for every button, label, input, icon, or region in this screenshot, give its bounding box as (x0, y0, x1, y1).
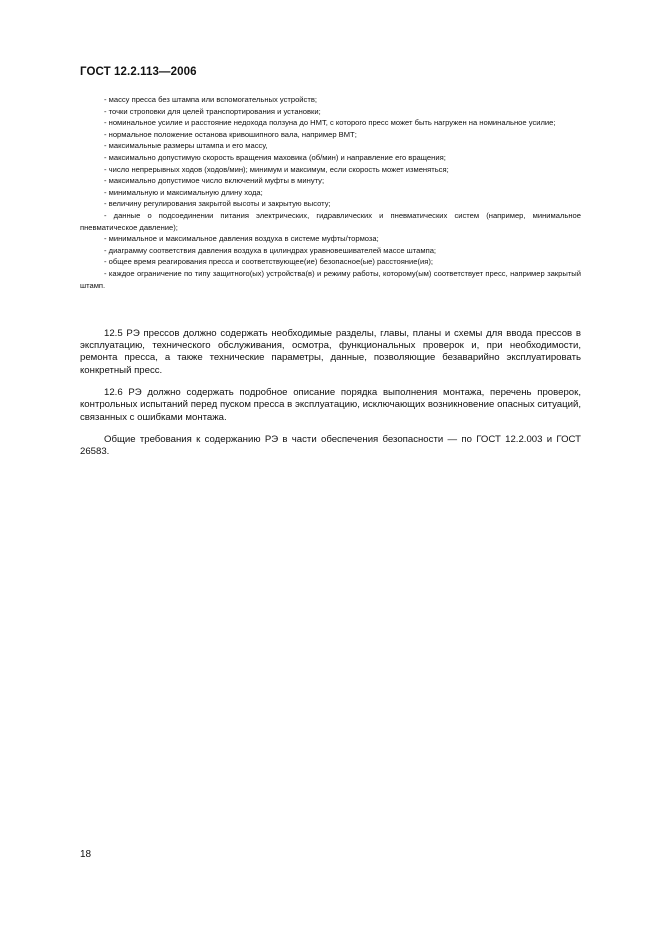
list-item: - величину регулирования закрытой высоты и закрытую высоту; (104, 199, 331, 209)
body-paragraphs (80, 318, 581, 459)
paragraph-12-5: 12.5 РЭ прессов должно содержать необходимые разделы, главы, планы и схемы для ввода прессов в эксплуатацию, технического обслуживания, осмотра, функциональных проверок и, при необходимости, ремонта пресса, а также технические параметры, данные, позволяющие безаварийно эксплуатировать конкретный пресс. (80, 327, 581, 376)
paragraph-12-6: 12.6 РЭ должно содержать подробное описание порядка выполнения монтажа, перечень проверок, контрольных испытаний перед пуском пресса в эксплуатацию, исключающих возникновение опасных ситуаций, связанных с ошибками монтажа. (80, 386, 581, 423)
list-item: - каждое ограничение по типу защитного(ых) устройства(в) и режиму работы, которому(ым) соответствует пресс, например закрытый штамп. (80, 268, 581, 290)
list-item: - минимальное и максимальное давления воздуха в системе муфты/тормоза; (104, 234, 379, 244)
list-item: - минимальную и максимальную длину хода; (104, 187, 263, 197)
list-item: - массу пресса без штампа или вспомогательных устройств; (104, 95, 317, 104)
requirements-list (80, 94, 581, 291)
list-item: - общее время реагирования пресса и соответствующее(ие) безопасное(ые) расстояние(ия); (104, 257, 433, 267)
list-item: - максимально допустимое число включений муфты в минуту; (104, 176, 325, 186)
page-number: 18 (80, 849, 92, 860)
list-item: - диаграмму соответствия давления воздуха в цилиндрах уравновешивателей массе штампа; (104, 245, 437, 255)
list-item: - число непрерывных ходов (ходов/мин); минимум и максимум, если скорость может изменяться; (104, 164, 449, 174)
paragraph-general-requirements: Общие требования к содержанию РЭ в части обеспечения безопасности — по ГОСТ 12.2.003 и ГОСТ 26583. (80, 433, 581, 458)
list-item: - нормальное положение останова кривошипного вала, например ВМТ; (104, 129, 357, 139)
document-header: ГОСТ 12.2.113—2006 (80, 66, 197, 78)
list-item: - данные о подсоединении питания электрических, гидравлических и пневматических систем (например, минимальное пневматическое давление); (80, 210, 581, 232)
list-item: - максимально допустимую скорость вращения маховика (об/мин) и направление его вращения; (104, 152, 446, 162)
list-item: - номинальное усилие и расстояние недохода ползуна до НМТ, с которого пресс может быть нагружен на номинальное усилие; (104, 118, 556, 128)
list-item: - максимальные размеры штампа и его массу, (104, 141, 268, 151)
list-item: - точки строповки для целей транспортирования и установки; (104, 106, 321, 116)
